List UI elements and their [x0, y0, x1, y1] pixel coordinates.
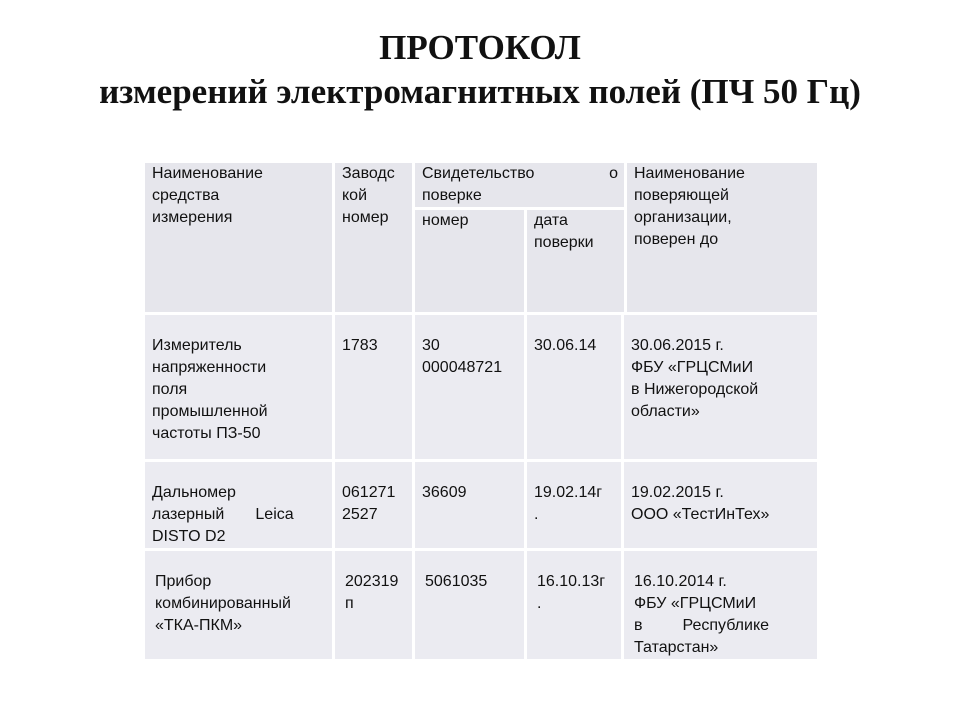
header-text: кой — [342, 187, 368, 204]
cell-text: промышленной — [152, 403, 268, 420]
header-text: измерения — [152, 209, 233, 226]
header-text: средства — [152, 187, 220, 204]
cell-text: комбинированный — [155, 595, 291, 612]
cell-text: 30.06.14 — [534, 337, 597, 354]
cell-text: 30.06.2015 г. — [631, 337, 724, 354]
cell-text: 19.02.2015 г. — [631, 484, 724, 501]
cell-text: Измеритель — [152, 337, 242, 354]
cell-verification-date — [527, 315, 624, 462]
header-serial-number — [335, 163, 415, 315]
table-row — [145, 551, 817, 659]
title-line-1: ПРОТОКОЛ — [379, 28, 581, 67]
cell-text: Дальномер — [152, 484, 236, 501]
cell-text: 1783 — [342, 337, 378, 354]
cell-text: 30 — [422, 337, 440, 354]
header-cert-date — [527, 210, 624, 315]
header-text: поверен до — [634, 231, 719, 248]
cell-text: Прибор — [155, 573, 212, 590]
header-text: дата — [534, 212, 568, 229]
cell-instrument-name — [145, 315, 335, 462]
cell-cert-number — [415, 315, 527, 462]
cell-text: ФБУ «ГРЦСМиИ — [631, 359, 754, 376]
measurement-instruments-table — [145, 163, 817, 659]
cell-text: . — [537, 595, 542, 612]
cell-verifying-organization — [624, 551, 817, 659]
cell-instrument-name — [145, 551, 335, 659]
cell-text: «ТКА-ПКМ» — [155, 617, 243, 634]
header-instrument-name — [145, 163, 335, 315]
cell-text: 5061035 — [425, 573, 488, 590]
header-text: о — [609, 165, 618, 182]
page-title — [0, 26, 960, 114]
cell-text: 202319 — [345, 573, 399, 590]
header-text: номер — [422, 212, 469, 229]
cell-text: напряженности — [152, 359, 267, 376]
cell-text: DISTO D2 — [152, 528, 226, 545]
cell-serial-number — [335, 551, 415, 659]
cell-text: 16.10.2014 г. — [634, 573, 727, 590]
header-text: организации, — [634, 209, 732, 226]
header-text: Свидетельство — [422, 165, 535, 182]
cell-cert-number — [415, 462, 527, 551]
cell-text: поля — [152, 381, 188, 398]
table-row — [145, 315, 817, 462]
cell-text: лазерный Leica — [152, 506, 294, 523]
cell-verifying-organization — [624, 315, 817, 462]
header-cert-number — [415, 210, 527, 315]
cell-text: в Нижегородской — [631, 381, 759, 398]
cell-serial-number — [335, 462, 415, 551]
cell-instrument-name — [145, 462, 335, 551]
cell-text: 2527 — [342, 506, 378, 523]
cell-serial-number — [335, 315, 415, 462]
header-text: Наименование — [634, 165, 745, 182]
cell-text: . — [534, 506, 539, 523]
header-verifying-organization — [624, 163, 817, 315]
cell-text: 061271 — [342, 484, 396, 501]
header-text: поверке — [422, 187, 482, 204]
header-text: Заводс — [342, 165, 395, 182]
cell-text: ООО «ТестИнТех» — [631, 506, 770, 523]
cell-text: ФБУ «ГРЦСМиИ — [634, 595, 757, 612]
table-row — [145, 462, 817, 551]
cell-cert-number — [415, 551, 527, 659]
cell-text: в Республике — [634, 617, 770, 634]
cell-text: 19.02.14г — [534, 484, 603, 501]
cell-text: области» — [631, 403, 700, 420]
table-header-row — [145, 163, 817, 210]
cell-text: 000048721 — [422, 359, 503, 376]
cell-verifying-organization — [624, 462, 817, 551]
header-text: поверки — [534, 234, 594, 251]
header-text: Наименование — [152, 165, 263, 182]
cell-text: 36609 — [422, 484, 467, 501]
cell-verification-date — [527, 462, 624, 551]
cell-text: Татарстан» — [634, 639, 719, 656]
cell-text: 16.10.13г — [537, 573, 606, 590]
header-text: поверяющей — [634, 187, 729, 204]
cell-text: п — [345, 595, 354, 612]
cell-text: частоты ПЗ-50 — [152, 425, 261, 442]
title-line-2: измерений электромагнитных полей (ПЧ 50 Гц) — [99, 72, 861, 111]
header-text: номер — [342, 209, 389, 226]
cell-verification-date — [527, 551, 624, 659]
header-certificate — [415, 163, 624, 210]
